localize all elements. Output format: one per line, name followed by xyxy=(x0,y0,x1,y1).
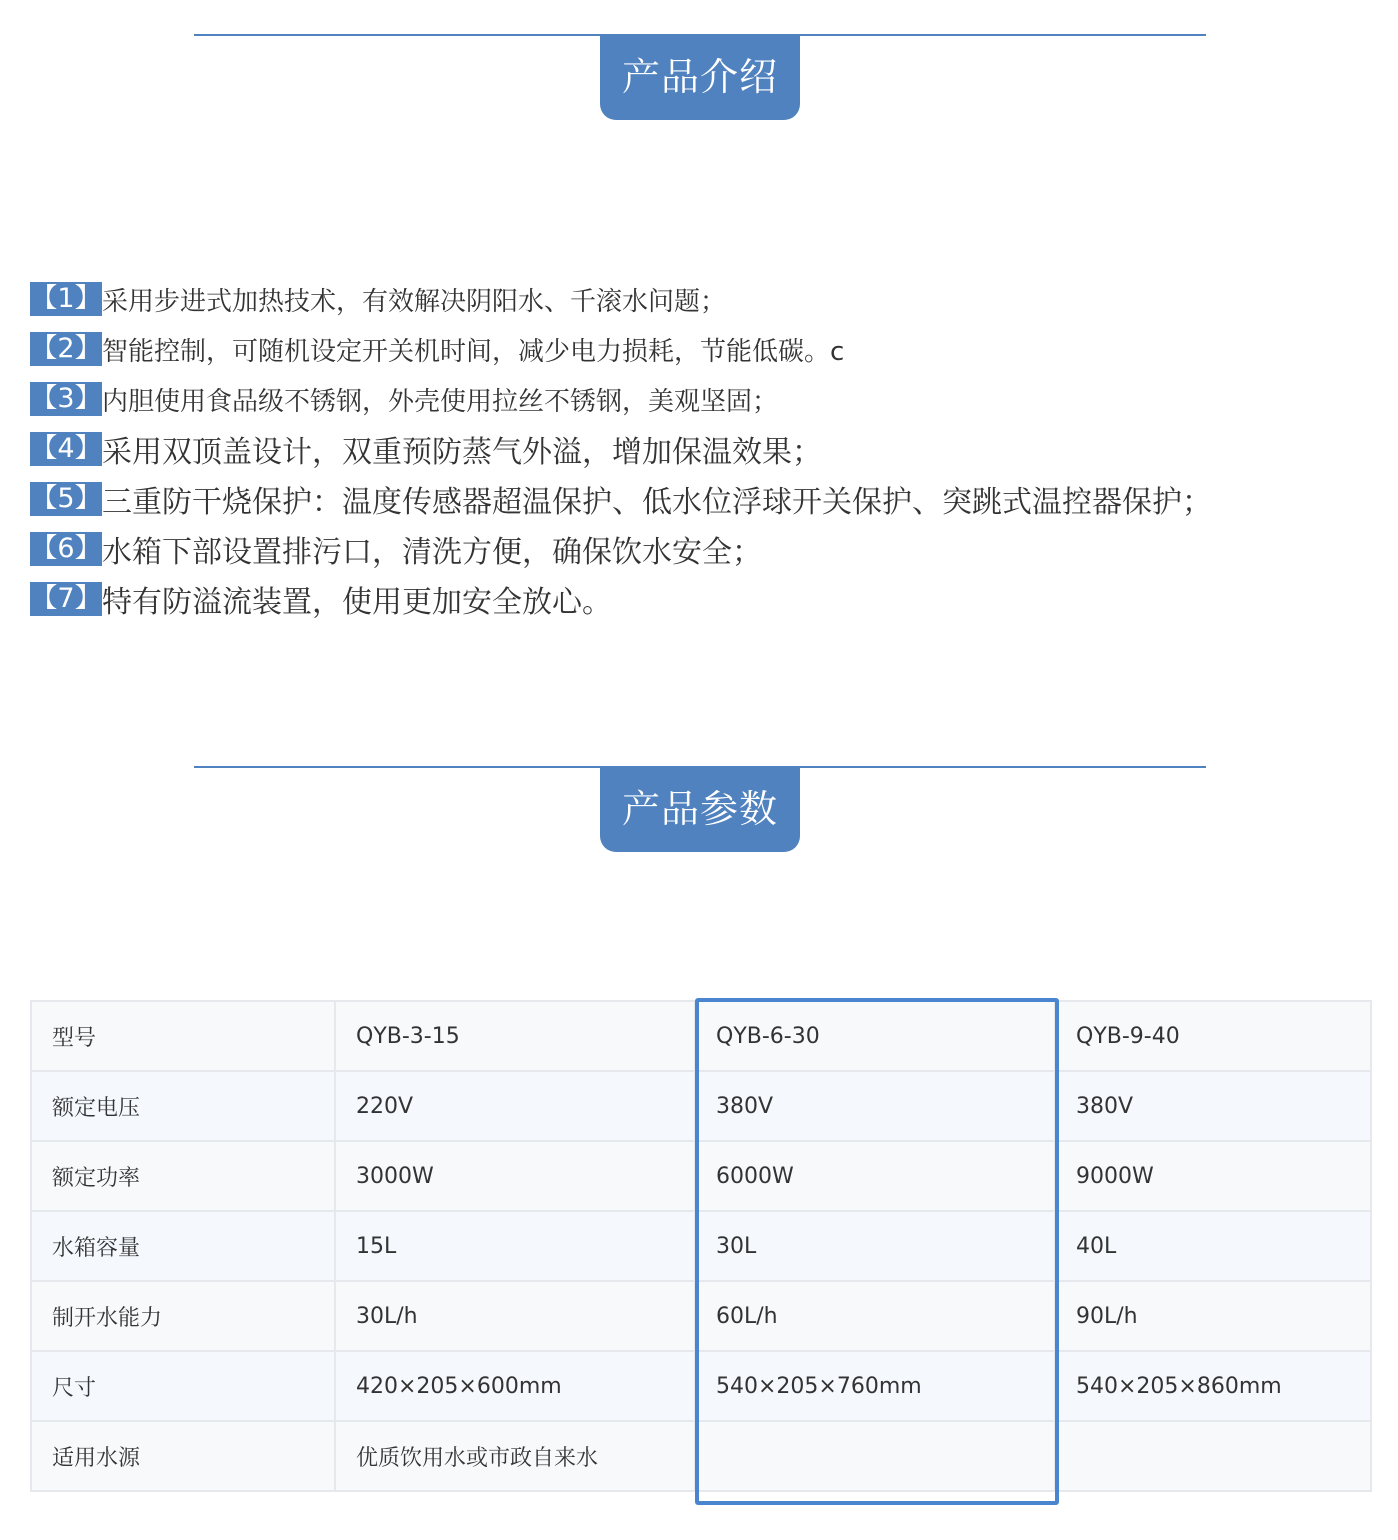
table-row xyxy=(31,1071,1371,1141)
feature-text: 水箱下部设置排污口，清洗方便，确保饮水安全； xyxy=(102,535,762,570)
param-value: 380V xyxy=(695,1071,1055,1141)
feature-item-4 xyxy=(30,424,1212,474)
param-label: 适用水源 xyxy=(31,1421,335,1491)
params-table xyxy=(30,1000,1372,1492)
param-value: 30L/h xyxy=(335,1281,695,1351)
params-table-wrapper xyxy=(30,1000,1370,1506)
feature-item-6 xyxy=(30,524,1212,574)
param-value: 540×205×860mm xyxy=(1055,1351,1371,1421)
params-section-header xyxy=(194,766,1206,852)
table-row xyxy=(31,1141,1371,1211)
param-value: QYB-6-30 xyxy=(695,1001,1055,1071)
intro-section-title: 产品介绍 xyxy=(600,34,800,120)
feature-number-badge: 【7】 xyxy=(30,583,102,614)
param-label: 型号 xyxy=(31,1001,335,1071)
feature-text: 采用双顶盖设计，双重预防蒸气外溢，增加保温效果； xyxy=(102,435,822,470)
feature-text: 智能控制，可随机设定开关机时间，减少电力损耗，节能低碳。c xyxy=(102,336,845,367)
param-value: 420×205×600mm xyxy=(335,1351,695,1421)
param-value xyxy=(1055,1421,1371,1491)
intro-section-header xyxy=(194,34,1206,120)
param-value: 6000W xyxy=(695,1141,1055,1211)
feature-text: 三重防干烧保护：温度传感器超温保护、低水位浮球开关保护、突跳式温控器保护； xyxy=(102,485,1212,520)
feature-number-badge: 【6】 xyxy=(30,533,102,564)
param-value: 3000W xyxy=(335,1141,695,1211)
param-value: 380V xyxy=(1055,1071,1371,1141)
feature-number-badge: 【1】 xyxy=(30,283,102,314)
param-value: 220V xyxy=(335,1071,695,1141)
table-row xyxy=(31,1351,1371,1421)
table-row xyxy=(31,1211,1371,1281)
param-value: 优质饮用水或市政自来水 xyxy=(335,1421,695,1491)
param-value: 90L/h xyxy=(1055,1281,1371,1351)
feature-item-7 xyxy=(30,574,1212,624)
param-value: 30L xyxy=(695,1211,1055,1281)
param-label: 制开水能力 xyxy=(31,1281,335,1351)
param-value xyxy=(695,1421,1055,1491)
param-label: 额定功率 xyxy=(31,1141,335,1211)
feature-item-3 xyxy=(30,374,1212,424)
table-row xyxy=(31,1281,1371,1351)
param-value: 9000W xyxy=(1055,1141,1371,1211)
param-value: 540×205×760mm xyxy=(695,1351,1055,1421)
feature-number-badge: 【5】 xyxy=(30,483,102,514)
table-row xyxy=(31,1421,1371,1491)
feature-number-badge: 【3】 xyxy=(30,383,102,414)
feature-item-2 xyxy=(30,324,1212,374)
param-value: 60L/h xyxy=(695,1281,1055,1351)
param-label: 水箱容量 xyxy=(31,1211,335,1281)
feature-text: 内胆使用食品级不锈钢，外壳使用拉丝不锈钢，美观坚固； xyxy=(102,386,779,417)
param-value: 40L xyxy=(1055,1211,1371,1281)
params-section-title: 产品参数 xyxy=(600,766,800,852)
feature-number-badge: 【4】 xyxy=(30,433,102,464)
param-value: QYB-3-15 xyxy=(335,1001,695,1071)
feature-number-badge: 【2】 xyxy=(30,333,102,364)
table-row xyxy=(31,1001,1371,1071)
param-label: 尺寸 xyxy=(31,1351,335,1421)
feature-list xyxy=(30,274,1212,624)
feature-text: 采用步进式加热技术，有效解决阴阳水、千滚水问题； xyxy=(102,286,727,317)
param-label: 额定电压 xyxy=(31,1071,335,1141)
feature-text: 特有防溢流装置，使用更加安全放心。 xyxy=(102,585,612,620)
feature-item-1 xyxy=(30,274,1212,324)
param-value: 15L xyxy=(335,1211,695,1281)
param-value: QYB-9-40 xyxy=(1055,1001,1371,1071)
feature-item-5 xyxy=(30,474,1212,524)
